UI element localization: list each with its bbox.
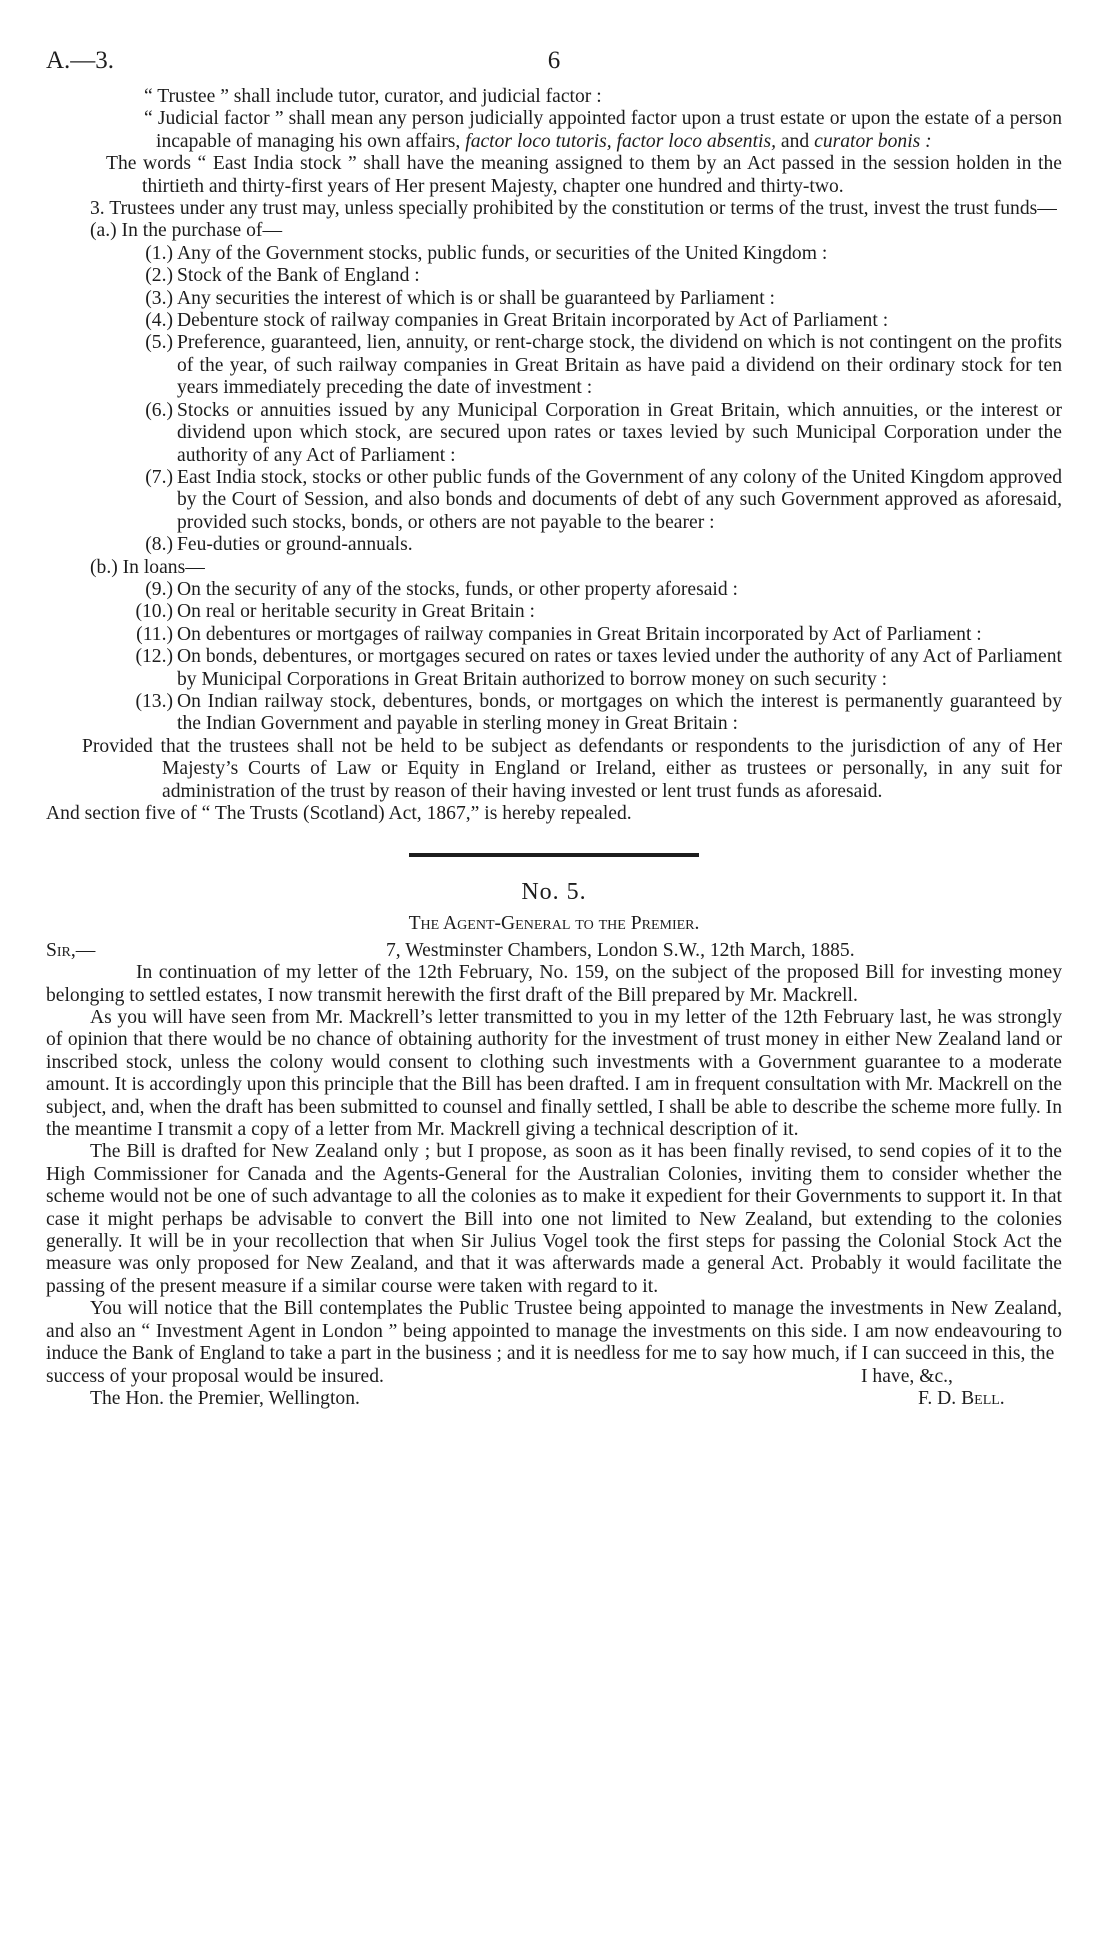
signature-line <box>46 1388 1062 1410</box>
item-number: (12.) <box>135 646 173 668</box>
item-text: On debentures or mortgages of railway companies in Great Britain incorporated by Act of Parliament : <box>177 623 982 645</box>
latin-curator-bonis: curator bonis : <box>814 130 932 152</box>
list-item <box>46 243 1062 265</box>
address-and-date: 7, Westminster Chambers, London S.W., 12th March, 1885. <box>386 939 855 961</box>
list-item <box>46 691 1062 736</box>
item-number: (9.) <box>145 578 173 600</box>
definition-judicial-factor <box>144 108 1062 153</box>
list-item <box>46 332 1062 399</box>
salutation: Sir,— <box>46 939 96 961</box>
item-number: (11.) <box>136 623 173 645</box>
subsection-b-list <box>46 579 1062 736</box>
definition-east-india-stock: The words “ East India stock ” shall have the meaning assigned to them by an Act passed in the session holden in the thirtieth and thirty-first years of Her present Majesty, chapter one hundred and thirty-two. <box>106 153 1062 197</box>
section-3-intro: 3. Trustees under any trust may, unless specially prohibited by the constitution or terms of the trust, invest the trust funds— <box>90 198 1057 220</box>
item-text: East India stock, stocks or other public funds of the Government of any colony of the United Kingdom approved by the Court of Session, and also bonds and documents of debt of any such Government approved as aforesaid, provided such stocks, bonds, or others are not payable to the bearer : <box>177 466 1062 533</box>
subsection-b-heading: (b.) In loans— <box>90 556 205 578</box>
list-item <box>46 310 1062 332</box>
letter-heading: The Agent-General to the Premier. <box>408 913 700 935</box>
item-text: Preference, guaranteed, lien, annuity, or rent-charge stock, the dividend on which is not contingent on the profits of the year, of such railway companies in Great Britain as have paid a dividend on their ordinary stock for ten years immediately preceding the date of investment : <box>177 332 1062 399</box>
letter-paragraph: You will notice that the Bill contemplates the Public Trustee being appointed to manage the investments in New Zealand, and also an “ Investment Agent in London ” being appointed to manage the investments on this side. I am now endeavouring to induce the Bank of England to take a part in the business ; and it is needless for me to say how much, if I can succeed in this, the <box>46 1298 1062 1365</box>
item-text: Stock of the Bank of England : <box>177 265 420 287</box>
definition-judicial-factor-text: “ Judicial factor ” shall mean any person judicially appointed factor upon a trust estate or upon the estate of a person incapable of managing his own affairs, <box>144 108 1062 152</box>
item-number: (10.) <box>135 601 173 623</box>
item-number: (13.) <box>135 690 173 712</box>
list-item <box>46 467 1062 534</box>
item-number: (2.) <box>145 265 173 287</box>
section-divider <box>409 853 699 857</box>
item-number: (6.) <box>145 399 173 421</box>
subsection-a-list <box>46 243 1062 557</box>
closing-line <box>46 1366 1062 1388</box>
page-number: 6 <box>547 47 561 74</box>
item-text: Any securities the interest of which is or shall be guaranteed by Parliament : <box>177 287 775 309</box>
item-text: Stocks or annuities issued by any Municipal Corporation in Great Britain, which annuities, or the interest or dividend upon which stock, are secured upon rates or taxes levied by such Municipal Corporation under the authority of any Act of Parliament : <box>177 399 1062 466</box>
item-text: On real or heritable security in Great Britain : <box>177 601 535 623</box>
list-item <box>46 288 1062 310</box>
conjunction: and <box>780 130 810 152</box>
item-number: (1.) <box>145 242 173 264</box>
item-text: Any of the Government stocks, public funds, or securities of the United Kingdom : <box>177 242 828 264</box>
paper-reference: A.—3. <box>46 47 115 74</box>
item-number: (4.) <box>145 310 173 332</box>
item-number: (5.) <box>145 332 173 354</box>
list-item <box>46 624 1062 646</box>
item-text: On Indian railway stock, debentures, bonds, or mortgages on which the interest is permanently guaranteed by the Indian Government and payable in sterling money in Great Britain : <box>177 690 1062 735</box>
letter-number: No. 5. <box>521 879 587 906</box>
item-text: Feu-duties or ground-annuals. <box>177 534 413 556</box>
signature: F. D. Bell. <box>918 1387 1005 1409</box>
letter-paragraph: As you will have seen from Mr. Mackrell’s letter transmitted to you in my letter of the 12th February last, he was strongly of opinion that there would be no chance of obtaining authority for the investment of trust money in either New Zealand land or inscribed stock, unless the colony would consent to clothing such investments with a Government guarantee to a moderate amount. It is accordingly upon this principle that the Bill has been drafted. I am in frequent consultation with Mr. Mackrell on the subject, and, when the draft has been submitted to counsel and finally settled, I shall be able to describe the scheme more fully. In the meantime I transmit a copy of a letter from Mr. Mackrell giving a technical description of it. <box>46 1007 1062 1141</box>
salutation-line <box>46 940 1062 962</box>
subsection-a-heading: (a.) In the purchase of— <box>90 220 283 242</box>
item-number: (7.) <box>145 466 173 488</box>
list-item <box>46 400 1062 467</box>
list-item <box>46 579 1062 601</box>
list-item <box>46 265 1062 287</box>
list-item <box>46 601 1062 623</box>
item-number: (3.) <box>145 287 173 309</box>
proviso-paragraph: Provided that the trustees shall not be held to be subject as defendants or respondents to the jurisdiction of any of Her Majesty’s Courts of Law or Equity in England or Ireland, either as trustees or personally, in any suit for administration of the trust by reason of their having invested or lent trust funds as aforesaid. <box>82 735 1062 802</box>
letter-paragraph: The Bill is drafted for New Zealand only ; but I propose, as soon as it has been finally revised, to send copies of it to the High Commissioner for Canada and the Agents-General for the Australian Colonies, inviting them to consider whether the scheme would not be one of such advantage to all the colonies as to make it expedient for their Governments to support it. In that case it might perhaps be advisable to convert the Bill into one not limited to New Zealand, but extending to the colonies generally. It will be in your recollection that when Sir Julius Vogel took the first steps for passing the Colonial Stock Act the measure was only proposed for New Zealand, and that it was afterwards made a general Act. Probably it would facilitate the passing of the present measure if a similar course were taken with regard to it. <box>46 1141 1062 1297</box>
letter-paragraph: In continuation of my letter of the 12th February, No. 159, on the subject of the proposed Bill for investing money belonging to settled estates, I now transmit herewith the first draft of the Bill prepared by Mr. Mackrell. <box>46 962 1062 1006</box>
item-text: On the security of any of the stocks, funds, or other property aforesaid : <box>177 578 738 600</box>
page-header <box>46 46 1062 80</box>
definition-trustee: “ Trustee ” shall include tutor, curator, and judicial factor : <box>144 86 602 107</box>
item-text: On bonds, debentures, or mortgages secured on rates or taxes levied under the authority of any Act of Parliament by Municipal Corporations in Great Britain authorized to borrow money on such security : <box>177 646 1062 690</box>
list-item <box>46 534 1062 556</box>
addressee: The Hon. the Premier, Wellington. <box>90 1387 360 1409</box>
letter-last-line: success of your proposal would be insured. <box>46 1365 384 1387</box>
letter-body <box>46 962 1062 1410</box>
item-number: (8.) <box>145 534 173 556</box>
closing-phrase: I have, &c., <box>861 1365 953 1387</box>
repeal-clause: And section five of “ The Trusts (Scotland) Act, 1867,” is hereby repealed. <box>46 803 632 824</box>
item-text: Debenture stock of railway companies in Great Britain incorporated by Act of Parliament : <box>177 310 889 332</box>
list-item <box>46 646 1062 691</box>
latin-terms: factor loco tutoris, factor loco absentis, <box>465 130 777 152</box>
